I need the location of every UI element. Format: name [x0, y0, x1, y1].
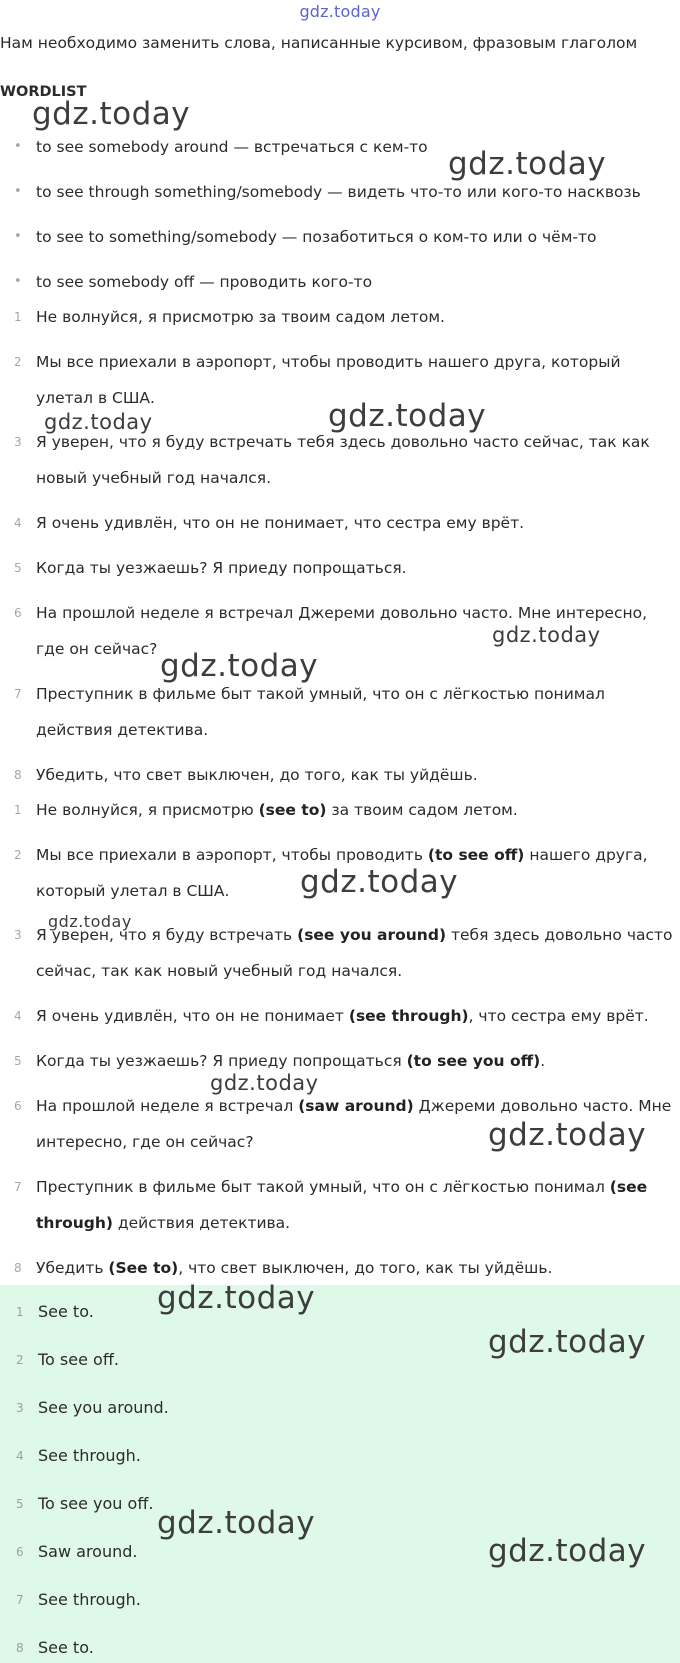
filled-item [0, 792, 680, 828]
phrasal-verb: (see [609, 1178, 648, 1196]
watermark: gdz.today [488, 1117, 647, 1153]
translation-line: улетал в США. [36, 389, 155, 407]
bullet-marker: • [14, 139, 22, 154]
item-number: 7 [14, 687, 22, 701]
wordlist-text: to see through something/somebody — видеть что-то или кого-то насквозь [36, 183, 641, 201]
item-number: 8 [14, 1261, 22, 1275]
translation-item [0, 505, 680, 541]
item-number: 4 [16, 1449, 24, 1463]
watermark: gdz.today [300, 864, 459, 900]
item-number: 1 [14, 803, 22, 817]
line-text: , что свет выключен, до того, как ты уйдёшь. [178, 1259, 553, 1277]
item-number: 3 [16, 1401, 24, 1415]
wordlist-text: to see to something/somebody — позаботиться о ком-то или о чём-то [36, 228, 597, 246]
item-number: 3 [14, 928, 22, 942]
answer-item [0, 1393, 680, 1423]
filled-line: который улетал в США. [36, 882, 230, 900]
wordlist-heading: WORDLIST [0, 84, 87, 100]
translation-line: действия детектива. [36, 721, 209, 739]
answer-text: To see you off. [38, 1494, 154, 1513]
item-number: 2 [14, 355, 22, 369]
watermark: gdz.today [32, 96, 191, 132]
translation-item [0, 757, 680, 793]
filled-line [36, 1250, 680, 1286]
item-number: 6 [14, 606, 22, 620]
item-number: 1 [14, 310, 22, 324]
translation-item [0, 550, 680, 586]
bullet-marker: • [14, 274, 22, 289]
translation-line: Не волнуйся, я присмотрю за твоим садом летом. [36, 308, 445, 326]
line-text: Преступник в фильме быт такой умный, что он с лёгкостью понимал [36, 1178, 610, 1196]
item-number: 2 [14, 848, 22, 862]
line-text: Я очень удивлён, что он не понимает [36, 1007, 349, 1025]
filled-item [0, 998, 680, 1034]
wordlist-text: to see somebody off — проводить кого-то [36, 273, 373, 291]
filled-line [36, 1043, 680, 1079]
answer-text: See you around. [38, 1398, 169, 1417]
filled-line: сейчас, так как новый учебный год начался. [36, 962, 403, 980]
filled-line [36, 1169, 680, 1205]
watermark: gdz.today [210, 1071, 319, 1095]
item-number: 7 [14, 1180, 22, 1194]
filled-line [36, 998, 680, 1034]
answer-text: See through. [38, 1446, 141, 1465]
watermark: gdz.today [48, 912, 132, 931]
line-text: действия детектива. [113, 1214, 291, 1232]
watermark: gdz.today [492, 623, 601, 647]
phrasal-verb: (saw around) [298, 1097, 414, 1115]
watermark: gdz.today [44, 410, 153, 434]
translation-line: Я очень удивлён, что он не понимает, что сестра ему врёт. [36, 514, 525, 532]
site-logo[interactable]: gdz.today [299, 2, 381, 21]
item-number: 4 [14, 516, 22, 530]
line-text: за твоим садом летом. [326, 801, 518, 819]
line-text: Джереми довольно часто. Мне [413, 1097, 672, 1115]
translation-line: Преступник в фильме быт такой умный, что он с лёгкостью понимал [36, 685, 605, 703]
answer-item [0, 1585, 680, 1615]
phrasal-verb: (to see off) [427, 846, 525, 864]
item-number: 8 [16, 1641, 24, 1655]
item-number: 5 [16, 1497, 24, 1511]
translation-line: Я уверен, что я буду встречать тебя здесь довольно часто сейчас, так как [36, 433, 650, 451]
translation-line: новый учебный год начался. [36, 469, 272, 487]
line-text: Не волнуйся, я присмотрю [36, 801, 259, 819]
line-text: На прошлой неделе я встречал [36, 1097, 299, 1115]
phrasal-verb: (to see you off) [406, 1052, 541, 1070]
translation-item [0, 424, 680, 496]
item-number: 6 [14, 1099, 22, 1113]
line-text: Я уверен, что я буду встречать [36, 926, 298, 944]
phrasal-verb: (see you around) [297, 926, 447, 944]
answer-text: See through. [38, 1590, 141, 1609]
item-number: 3 [14, 435, 22, 449]
translation-line: Убедить, что свет выключен, до того, как ты уйдёшь. [36, 766, 478, 784]
filled-line [36, 917, 680, 953]
line-text: Когда ты уезжаешь? Я приеду попрощаться [36, 1052, 407, 1070]
line-text: , что сестра ему врёт. [468, 1007, 649, 1025]
line-text: Убедить [36, 1259, 109, 1277]
item-number: 2 [16, 1353, 24, 1367]
filled-item [0, 1043, 680, 1079]
phrasal-verb: (See to) [108, 1259, 179, 1277]
answer-item [0, 1633, 680, 1663]
filled-item [0, 1250, 680, 1286]
answer-text: Saw around. [38, 1542, 138, 1561]
watermark: gdz.today [157, 1280, 316, 1316]
watermark: gdz.today [328, 398, 487, 434]
phrasal-verb: (see through) [348, 1007, 469, 1025]
wordlist-item [0, 219, 680, 255]
watermark: gdz.today [448, 146, 607, 182]
item-number: 7 [16, 1593, 24, 1607]
answer-text: See to. [38, 1302, 94, 1321]
answer-item [0, 1441, 680, 1471]
watermark: gdz.today [488, 1324, 647, 1360]
translation-line: Когда ты уезжаешь? Я приеду попрощаться. [36, 559, 407, 577]
translation-line: Мы все приехали в аэропорт, чтобы проводить нашего друга, который [36, 353, 621, 371]
answer-item [0, 1297, 680, 1327]
item-number: 1 [16, 1305, 24, 1319]
item-number: 5 [14, 561, 22, 575]
translation-item [0, 676, 680, 748]
task-instruction: Нам необходимо заменить слова, написанные курсивом, фразовым глаголом [0, 34, 638, 52]
filled-line: интересно, где он сейчас? [36, 1133, 254, 1151]
filled-item [0, 1169, 680, 1241]
line-text: тебя здесь довольно часто [446, 926, 673, 944]
bullet-marker: • [14, 184, 22, 199]
wordlist-text: to see somebody around — встречаться с кем-то [36, 138, 428, 156]
answer-item [0, 1489, 680, 1519]
filled-line [36, 792, 680, 828]
translation-line: На прошлой неделе я встречал Джереми довольно часто. Мне интересно, [36, 604, 648, 622]
translation-line: где он сейчас? [36, 640, 158, 658]
answer-text: See to. [38, 1638, 94, 1657]
filled-line [36, 1205, 680, 1241]
line-text: . [540, 1052, 546, 1070]
answer-text: To see off. [38, 1350, 119, 1369]
phrasal-verb: (see to) [258, 801, 327, 819]
bullet-marker: • [14, 229, 22, 244]
translation-item [0, 299, 680, 335]
item-number: 4 [14, 1009, 22, 1023]
watermark: gdz.today [160, 648, 319, 684]
item-number: 6 [16, 1545, 24, 1559]
item-number: 8 [14, 768, 22, 782]
line-text: нашего друга, [524, 846, 648, 864]
line-text: Мы все приехали в аэропорт, чтобы проводить [36, 846, 428, 864]
item-number: 5 [14, 1054, 22, 1068]
watermark: gdz.today [157, 1505, 316, 1541]
phrasal-verb: through) [36, 1214, 113, 1232]
wordlist-item [0, 264, 680, 300]
watermark: gdz.today [488, 1533, 647, 1569]
